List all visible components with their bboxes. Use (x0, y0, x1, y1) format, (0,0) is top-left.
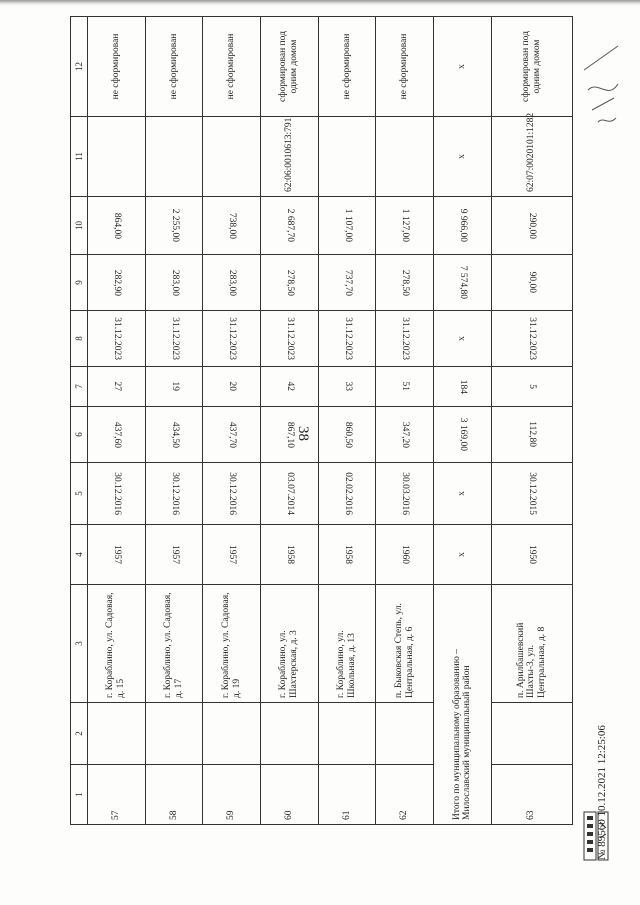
table-cell (261, 311, 319, 367)
table-cell (145, 367, 203, 407)
table-cell (491, 367, 572, 407)
cell-text: 437,60 (111, 421, 122, 448)
cell-text: 282,90 (111, 269, 122, 296)
table-cell: 59 (203, 765, 261, 825)
cell-text: 1960 (400, 545, 411, 564)
table-cell (145, 407, 203, 463)
cell-text: 03.07.2014 (284, 472, 295, 515)
table-row (491, 17, 572, 825)
table-cell (145, 525, 203, 585)
cell-text: 278,50 (400, 269, 411, 296)
table-cell (376, 463, 434, 525)
cell-text: 42 (284, 381, 295, 392)
header-cell: 6 (71, 407, 88, 463)
cell-text: 737,70 (342, 269, 353, 296)
table-cell (376, 255, 434, 311)
cell-text: 7 574,80 (457, 265, 468, 300)
table-cell (88, 407, 146, 463)
table-cell (261, 407, 319, 463)
table-row (203, 17, 261, 825)
header-cell: 12 (71, 17, 88, 117)
table-cell: х (434, 525, 492, 585)
table-cell: не сформирован (145, 17, 203, 117)
table-cell: п. Арилбашевский Шахты-3, ул. Центральная, д. 8 (491, 585, 572, 703)
table-cell: 57 (88, 765, 146, 825)
table-cell (88, 311, 146, 367)
table-cell: не сформирован (318, 17, 376, 117)
table-cell (261, 463, 319, 525)
table-cell (376, 367, 434, 407)
registration-stamp (596, 620, 610, 860)
cell-text: 2 255,00 (169, 208, 180, 243)
cell-text: 3 169,00 (457, 417, 468, 452)
cell-text: 5 (527, 384, 538, 389)
table-cell (318, 311, 376, 367)
table-row (88, 17, 146, 825)
table-cell (88, 525, 146, 585)
table-cell: х (434, 17, 492, 117)
cell-text: 290,00 (527, 212, 538, 239)
table-cell (261, 255, 319, 311)
table-cell (318, 463, 376, 525)
cell-text: 33 (342, 381, 353, 392)
table-cell (318, 367, 376, 407)
table-cell: не сформирован (376, 17, 434, 117)
table-cell (203, 703, 261, 765)
header-cell: 3 (71, 585, 88, 703)
table-row (145, 17, 203, 825)
table-cell (434, 367, 492, 407)
cell-text: 1958 (284, 545, 295, 564)
table-cell: 62:06:0010613:791 (261, 117, 319, 197)
cell-text: 31.12.2023 (284, 317, 295, 360)
table-cell (203, 367, 261, 407)
table-cell (376, 197, 434, 255)
cell-text: 278,50 (284, 269, 295, 296)
table-cell: х (434, 463, 492, 525)
table-cell: 62:07:0020101:1282 (491, 117, 572, 197)
table-cell (318, 703, 376, 765)
table-cell (145, 463, 203, 525)
table-cell (203, 463, 261, 525)
total-row (434, 17, 492, 825)
table-cell (318, 525, 376, 585)
header-cell: 11 (71, 117, 88, 197)
table-cell (491, 463, 572, 525)
table-cell: не сформирован (88, 17, 146, 117)
table-cell: г. Кораблино, ул. Шахтерская, д. 3 (261, 585, 319, 703)
cell-text: 112,80 (527, 421, 538, 448)
table-cell: 61 (318, 765, 376, 825)
cell-text: 30.12.2015 (527, 472, 538, 515)
table-cell (88, 463, 146, 525)
table-cell (491, 311, 572, 367)
table-cell (434, 407, 492, 463)
table-cell: 63 (491, 765, 572, 825)
table-cell (203, 525, 261, 585)
cell-text: 2 687,70 (284, 208, 295, 243)
table-cell (145, 117, 203, 197)
table-cell (88, 197, 146, 255)
cell-text: 20 (227, 381, 238, 392)
cell-text: 27 (111, 381, 122, 392)
cell-text: 30.12.2016 (227, 472, 238, 515)
table-cell: х (434, 311, 492, 367)
table-cell (318, 117, 376, 197)
table-cell (376, 525, 434, 585)
header-cell: 1 (71, 765, 88, 825)
total-label: Итого по муниципальному образованию – Милославский муниципальный район (434, 585, 492, 825)
scan-edge (0, 0, 640, 6)
cell-text: 1 127,00 (400, 208, 411, 243)
header-cell: 2 (71, 703, 88, 765)
cell-text: 31.12.2023 (227, 317, 238, 360)
table-cell: п. Быковская Степь, ул. Центральная, д. 6 (376, 585, 434, 703)
table-cell (318, 255, 376, 311)
cell-text: 02.02.2016 (342, 472, 353, 515)
table-cell (203, 255, 261, 311)
cell-text: 31.12.2023 (527, 317, 538, 360)
table-cell (491, 407, 572, 463)
cell-text: 30.03.2016 (400, 472, 411, 515)
table-cell (491, 255, 572, 311)
table-cell: г. Кораблино, ул. Садовая, д. 19 (203, 585, 261, 703)
cell-text: 51 (400, 381, 411, 392)
table-cell (491, 703, 572, 765)
table-cell (145, 311, 203, 367)
cell-text: 30.12.2016 (111, 472, 122, 515)
table-cell (491, 525, 572, 585)
table-cell (376, 407, 434, 463)
cell-text: 738,00 (227, 212, 238, 239)
registration-text: № 89560 10.12.2021 12:25:06 (596, 725, 608, 860)
table-cell: х (434, 117, 492, 197)
table-cell: 62 (376, 765, 434, 825)
table-cell (261, 525, 319, 585)
cell-text: 1957 (111, 545, 122, 564)
table-cell: г. Кораблино, ул. Садовая, д. 17 (145, 585, 203, 703)
table-cell: 58 (145, 765, 203, 825)
table-row (318, 17, 376, 825)
cell-text: 1957 (169, 545, 180, 564)
cell-text: 31.12.2023 (400, 317, 411, 360)
table-cell (261, 367, 319, 407)
table-cell: не сформирован (203, 17, 261, 117)
table-cell (145, 255, 203, 311)
cell-text: 90,00 (527, 271, 538, 294)
table-row (376, 17, 434, 825)
cell-text: 9 966,00 (457, 208, 468, 243)
cell-text: 1957 (227, 545, 238, 564)
table-cell (318, 197, 376, 255)
table-row (261, 17, 319, 825)
header-cell: 8 (71, 311, 88, 367)
table-cell: сформирован под одним домом (261, 17, 319, 117)
cell-text: 347,20 (400, 421, 411, 448)
table-cell (145, 703, 203, 765)
header-cell: 9 (71, 255, 88, 311)
table-cell (203, 311, 261, 367)
cell-text: 31.12.2023 (342, 317, 353, 360)
table-cell (203, 407, 261, 463)
table-cell (376, 703, 434, 765)
page-number: 38 (295, 426, 311, 441)
table-cell (434, 255, 492, 311)
cell-text: 864,00 (111, 212, 122, 239)
signature-scribble (578, 40, 626, 130)
table-cell (88, 255, 146, 311)
header-cell: 4 (71, 525, 88, 585)
cell-text: 283,00 (227, 269, 238, 296)
header-row (71, 17, 88, 825)
table-cell (88, 117, 146, 197)
cell-text: 434,50 (169, 421, 180, 448)
header-cell: 5 (71, 463, 88, 525)
table-cell (261, 703, 319, 765)
table-cell (434, 197, 492, 255)
table-cell (491, 197, 572, 255)
table-cell (203, 117, 261, 197)
table-cell: г. Кораблино, ул. Школьная, д. 13 (318, 585, 376, 703)
table-cell (145, 197, 203, 255)
table-cell (318, 407, 376, 463)
cell-text: 283,00 (169, 269, 180, 296)
table-cell (203, 197, 261, 255)
table-cell: 60 (261, 765, 319, 825)
cell-text: 1950 (527, 545, 538, 564)
cell-text: 860,50 (342, 421, 353, 448)
table-cell (376, 311, 434, 367)
cell-text: 31.12.2023 (169, 317, 180, 360)
header-cell: 10 (71, 197, 88, 255)
table-cell: сформирован под одним домом (491, 17, 572, 117)
header-cell: 7 (71, 367, 88, 407)
cell-text: 184 (457, 379, 468, 394)
table-cell: г. Кораблино, ул. Садовая, д. 15 (88, 585, 146, 703)
table-cell (376, 117, 434, 197)
housing-table (70, 16, 573, 825)
cell-text: 31.12.2023 (111, 317, 122, 360)
table-cell (88, 367, 146, 407)
cell-text: 19 (169, 381, 180, 392)
cell-text: 867,10 (284, 421, 295, 448)
table-cell (88, 703, 146, 765)
cell-text: 1958 (342, 545, 353, 564)
table-container (70, 28, 573, 825)
cell-text: 1 107,00 (342, 208, 353, 243)
cell-text: 30.12.2016 (169, 472, 180, 515)
table-cell (261, 197, 319, 255)
cell-text: 437,70 (227, 421, 238, 448)
